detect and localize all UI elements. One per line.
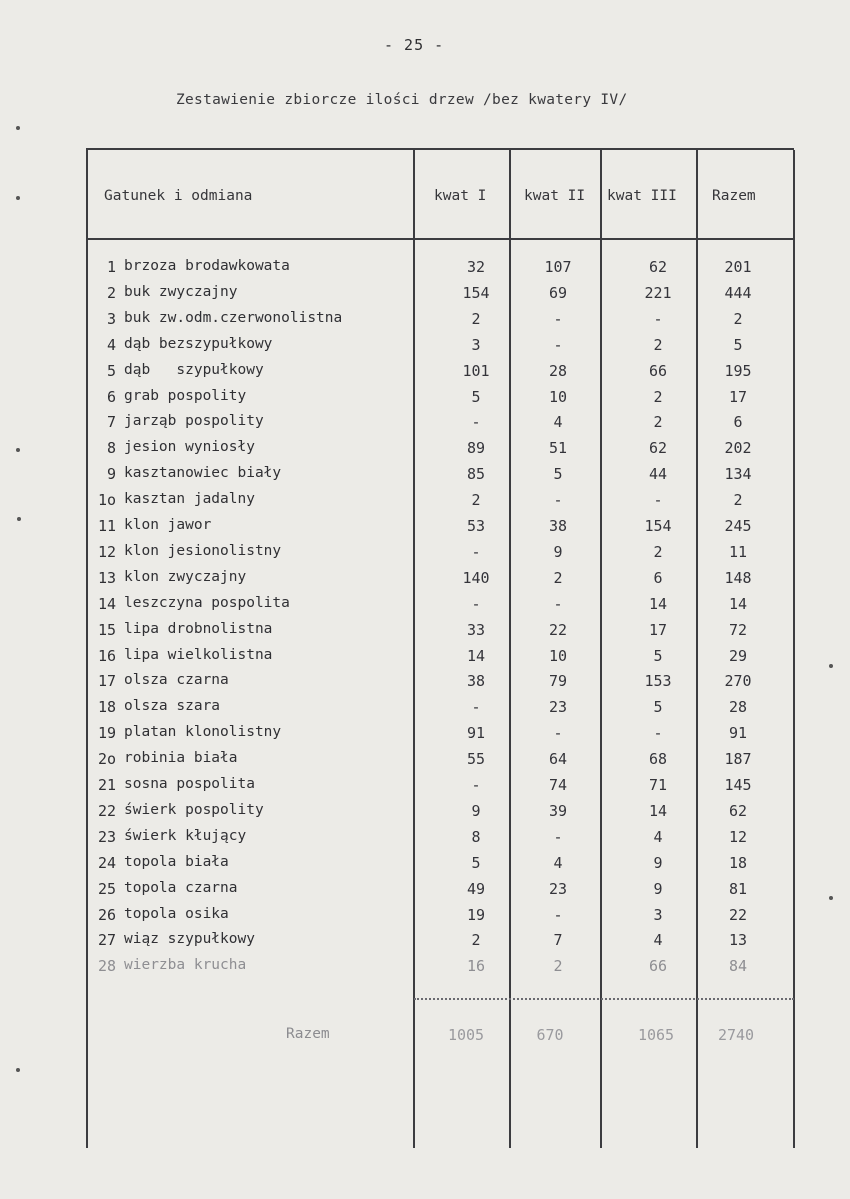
species-name: jarząb pospolity — [124, 413, 264, 429]
cell-total: 148 — [724, 569, 752, 587]
row-number: 15 — [97, 621, 116, 639]
scan-speck — [829, 664, 833, 668]
row-number: 9 — [106, 465, 116, 483]
cell-kwat-1: 14 — [466, 647, 486, 665]
total-kwat-1: 1005 — [447, 1026, 485, 1044]
cell-kwat-1: 38 — [466, 672, 486, 690]
cell-kwat-3: 154 — [644, 517, 672, 535]
scan-speck — [16, 448, 20, 452]
row-number: 1 — [106, 258, 116, 276]
cell-kwat-2: 23 — [548, 698, 568, 716]
cell-total: 134 — [724, 465, 752, 483]
species-name: wierzba krucha — [124, 957, 247, 973]
cell-kwat-1: 55 — [466, 750, 486, 768]
cell-total: 187 — [724, 750, 752, 768]
cell-kwat-3: 5 — [653, 647, 663, 665]
cell-kwat-1: 91 — [466, 724, 486, 742]
cell-kwat-1: 5 — [471, 854, 481, 872]
cell-kwat-3: 4 — [653, 828, 663, 846]
cell-kwat-3: 2 — [653, 388, 663, 406]
cell-kwat-1: 8 — [471, 828, 481, 846]
totals-label: Razem — [286, 1026, 330, 1042]
cell-kwat-2: 10 — [548, 647, 568, 665]
cell-kwat-3: 14 — [648, 595, 668, 613]
species-name: sosna pospolita — [124, 776, 255, 792]
cell-total: 245 — [724, 517, 752, 535]
cell-total: 5 — [733, 336, 743, 354]
row-number: 2 — [106, 284, 116, 302]
row-number: 28 — [97, 957, 116, 975]
cell-kwat-2: - — [553, 310, 563, 328]
cell-kwat-2: 2 — [553, 569, 563, 587]
cell-kwat-2: 64 — [548, 750, 568, 768]
cell-kwat-1: 5 — [471, 388, 481, 406]
row-number: 8 — [106, 439, 116, 457]
species-name: platan klonolistny — [124, 724, 282, 740]
cell-kwat-1: 53 — [466, 517, 486, 535]
cell-kwat-2: - — [553, 828, 563, 846]
cell-kwat-1: 16 — [466, 957, 486, 975]
row-number: 24 — [97, 854, 116, 872]
cell-kwat-1: 32 — [466, 258, 486, 276]
cell-kwat-3: - — [653, 310, 663, 328]
species-name: lipa wielkolistna — [124, 647, 273, 663]
species-name: buk zw.odm.czerwonolistna — [124, 310, 343, 326]
cell-total: 145 — [724, 776, 752, 794]
scan-speck — [16, 1068, 20, 1072]
species-name: grab pospolity — [124, 388, 247, 404]
cell-kwat-2: - — [553, 336, 563, 354]
row-number: 16 — [97, 647, 116, 665]
cell-kwat-3: 17 — [648, 621, 668, 639]
row-number: 22 — [97, 802, 116, 820]
header-bottom-border — [86, 238, 794, 240]
row-number: 23 — [97, 828, 116, 846]
total-kwat-2: 670 — [536, 1026, 564, 1044]
species-name: klon jawor — [124, 517, 212, 533]
row-number: 12 — [97, 543, 116, 561]
cell-total: 28 — [728, 698, 748, 716]
document-heading: Zestawienie zbiorcze ilości drzew /bez kwatery IV/ — [176, 92, 628, 108]
species-name: lipa drobnolistna — [124, 621, 273, 637]
cell-total: 84 — [728, 957, 748, 975]
row-number: 3 — [106, 310, 116, 328]
species-name: topola czarna — [124, 880, 238, 896]
row-number: 1o — [97, 491, 116, 509]
cell-total: 62 — [728, 802, 748, 820]
species-name: olsza szara — [124, 698, 221, 714]
species-name: buk zwyczajny — [124, 284, 238, 300]
cell-kwat-2: 28 — [548, 362, 568, 380]
cell-kwat-2: 39 — [548, 802, 568, 820]
totals-separator — [414, 998, 794, 1000]
cell-kwat-2: 107 — [544, 258, 572, 276]
species-name: dąb bezszypułkowy — [124, 336, 273, 352]
cell-kwat-1: 33 — [466, 621, 486, 639]
cell-kwat-1: 9 — [471, 802, 481, 820]
table-top-border — [86, 148, 794, 150]
cell-kwat-2: 74 — [548, 776, 568, 794]
cell-kwat-2: 79 — [548, 672, 568, 690]
cell-kwat-3: 2 — [653, 543, 663, 561]
row-number: 2o — [97, 750, 116, 768]
cell-total: 17 — [728, 388, 748, 406]
cell-kwat-1: - — [471, 413, 481, 431]
cell-kwat-3: 66 — [648, 362, 668, 380]
row-number: 19 — [97, 724, 116, 742]
column-header-kwat-3: kwat III — [607, 188, 677, 204]
column-header-kwat-2: kwat II — [524, 188, 586, 204]
cell-kwat-3: 71 — [648, 776, 668, 794]
row-number: 26 — [97, 906, 116, 924]
cell-total: 2 — [733, 310, 743, 328]
row-number: 21 — [97, 776, 116, 794]
cell-kwat-3: - — [653, 491, 663, 509]
species-name: kasztanowiec biały — [124, 465, 282, 481]
cell-total: 14 — [728, 595, 748, 613]
species-name: jesion wyniosły — [124, 439, 255, 455]
cell-kwat-1: 101 — [462, 362, 490, 380]
cell-kwat-3: - — [653, 724, 663, 742]
column-header-kwat-1: kwat I — [434, 188, 487, 204]
cell-total: 18 — [728, 854, 748, 872]
row-number: 4 — [106, 336, 116, 354]
row-number: 17 — [97, 672, 116, 690]
cell-total: 91 — [728, 724, 748, 742]
cell-kwat-2: 69 — [548, 284, 568, 302]
cell-total: 6 — [733, 413, 743, 431]
column-header-total: Razem — [712, 188, 756, 204]
species-name: wiąz szypułkowy — [124, 931, 255, 947]
cell-kwat-3: 62 — [648, 439, 668, 457]
cell-kwat-1: - — [471, 543, 481, 561]
cell-kwat-3: 9 — [653, 854, 663, 872]
row-number: 25 — [97, 880, 116, 898]
cell-total: 72 — [728, 621, 748, 639]
cell-kwat-2: 4 — [553, 413, 563, 431]
cell-kwat-2: 2 — [553, 957, 563, 975]
cell-total: 29 — [728, 647, 748, 665]
row-number: 27 — [97, 931, 116, 949]
species-name: świerk kłujący — [124, 828, 247, 844]
cell-kwat-3: 5 — [653, 698, 663, 716]
table-left-border — [86, 148, 88, 1148]
row-number: 18 — [97, 698, 116, 716]
cell-kwat-1: - — [471, 698, 481, 716]
cell-kwat-2: - — [553, 724, 563, 742]
cell-kwat-1: 2 — [471, 491, 481, 509]
row-number: 6 — [106, 388, 116, 406]
cell-kwat-3: 14 — [648, 802, 668, 820]
cell-kwat-2: 9 — [553, 543, 563, 561]
cell-kwat-1: 3 — [471, 336, 481, 354]
cell-total: 270 — [724, 672, 752, 690]
cell-kwat-2: 38 — [548, 517, 568, 535]
species-name: dąb szypułkowy — [124, 362, 264, 378]
species-name: świerk pospolity — [124, 802, 264, 818]
cell-kwat-2: 10 — [548, 388, 568, 406]
cell-total: 13 — [728, 931, 748, 949]
row-number: 5 — [106, 362, 116, 380]
cell-kwat-1: 85 — [466, 465, 486, 483]
cell-kwat-3: 4 — [653, 931, 663, 949]
species-name: klon jesionolistny — [124, 543, 282, 559]
column-header-species: Gatunek i odmiana — [104, 188, 253, 204]
cell-kwat-1: 49 — [466, 880, 486, 898]
cell-kwat-3: 153 — [644, 672, 672, 690]
cell-total: 11 — [728, 543, 748, 561]
cell-kwat-3: 44 — [648, 465, 668, 483]
scan-speck — [829, 896, 833, 900]
cell-total: 2 — [733, 491, 743, 509]
cell-kwat-3: 66 — [648, 957, 668, 975]
cell-kwat-2: - — [553, 595, 563, 613]
total-grand: 2740 — [717, 1026, 755, 1044]
cell-total: 195 — [724, 362, 752, 380]
row-number: 14 — [97, 595, 116, 613]
species-name: robinia biała — [124, 750, 238, 766]
cell-kwat-2: 51 — [548, 439, 568, 457]
cell-kwat-2: 5 — [553, 465, 563, 483]
scan-speck — [16, 196, 20, 200]
species-name: kasztan jadalny — [124, 491, 255, 507]
cell-kwat-2: 7 — [553, 931, 563, 949]
total-kwat-3: 1065 — [637, 1026, 675, 1044]
cell-kwat-3: 68 — [648, 750, 668, 768]
cell-kwat-2: 22 — [548, 621, 568, 639]
species-name: leszczyna pospolita — [124, 595, 290, 611]
cell-total: 22 — [728, 906, 748, 924]
cell-kwat-1: 19 — [466, 906, 486, 924]
cell-kwat-2: 23 — [548, 880, 568, 898]
cell-kwat-1: 140 — [462, 569, 490, 587]
cell-kwat-2: - — [553, 906, 563, 924]
cell-kwat-3: 2 — [653, 336, 663, 354]
cell-kwat-1: - — [471, 776, 481, 794]
cell-total: 81 — [728, 880, 748, 898]
cell-total: 202 — [724, 439, 752, 457]
page-number: - 25 - — [384, 36, 445, 54]
cell-kwat-3: 62 — [648, 258, 668, 276]
species-name: topola biała — [124, 854, 229, 870]
cell-total: 444 — [724, 284, 752, 302]
cell-kwat-1: - — [471, 595, 481, 613]
cell-kwat-1: 2 — [471, 310, 481, 328]
cell-kwat-2: 4 — [553, 854, 563, 872]
cell-kwat-1: 89 — [466, 439, 486, 457]
cell-kwat-3: 6 — [653, 569, 663, 587]
cell-kwat-2: - — [553, 491, 563, 509]
cell-total: 12 — [728, 828, 748, 846]
cell-kwat-3: 2 — [653, 413, 663, 431]
cell-kwat-3: 9 — [653, 880, 663, 898]
row-number: 11 — [97, 517, 116, 535]
cell-kwat-3: 3 — [653, 906, 663, 924]
row-number: 13 — [97, 569, 116, 587]
cell-kwat-1: 154 — [462, 284, 490, 302]
scan-speck — [16, 126, 20, 130]
row-number: 7 — [106, 413, 116, 431]
cell-kwat-1: 2 — [471, 931, 481, 949]
species-name: topola osika — [124, 906, 229, 922]
species-name: brzoza brodawkowata — [124, 258, 290, 274]
cell-total: 201 — [724, 258, 752, 276]
species-name: klon zwyczajny — [124, 569, 247, 585]
scan-speck — [17, 517, 21, 521]
cell-kwat-3: 221 — [644, 284, 672, 302]
species-name: olsza czarna — [124, 672, 229, 688]
